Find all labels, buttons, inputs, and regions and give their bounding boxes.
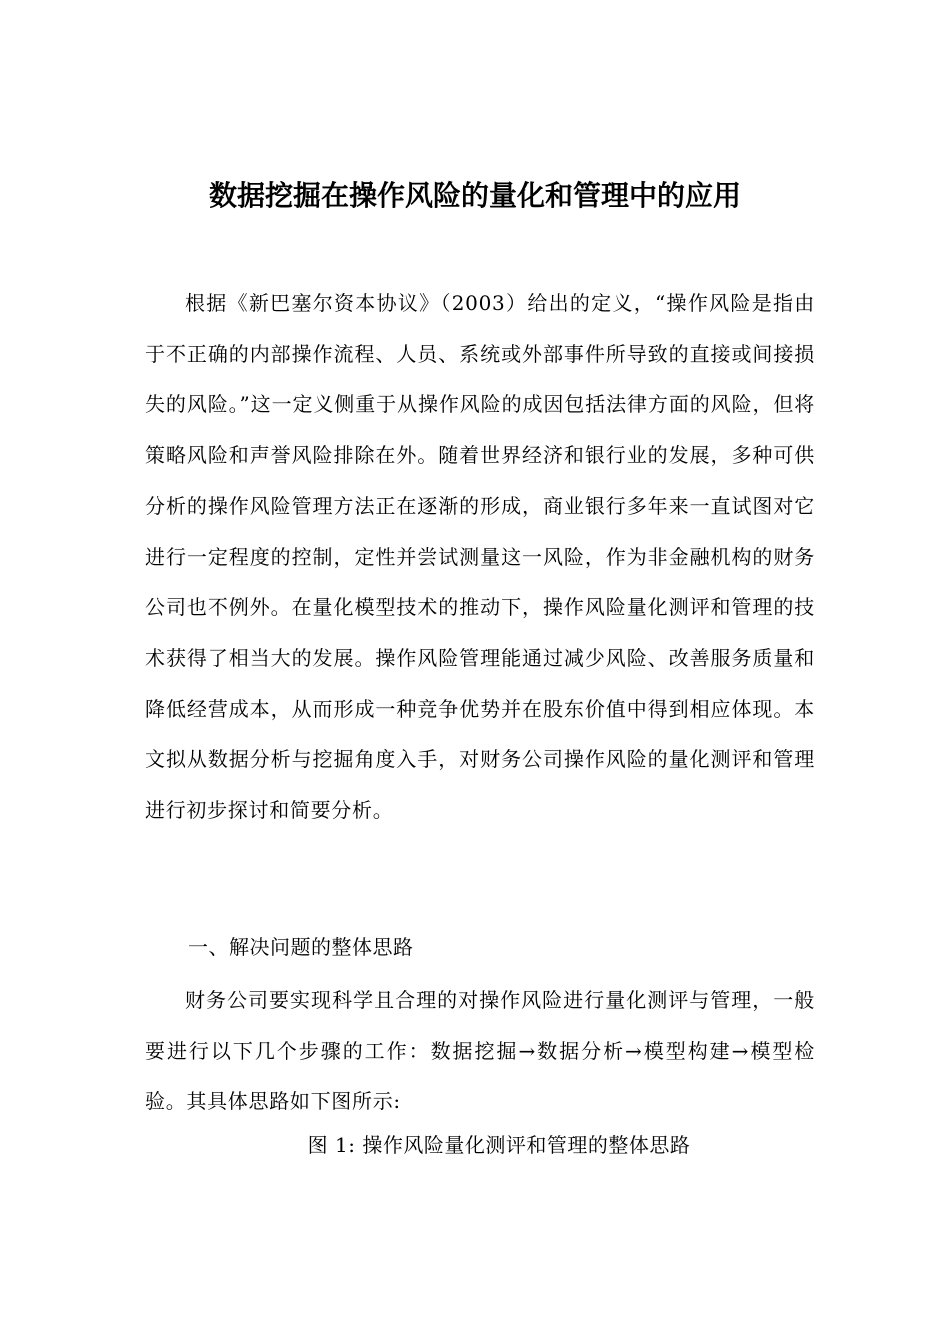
document-title: 数据挖掘在操作风险的量化和管理中的应用 (208, 179, 741, 212)
section-paragraph: 财务公司要实现科学且合理的对操作风险进行量化测评与管理，一般要进行以下几个步骤的工作：数据挖掘→数据分析→模型构建→模型检验。其具体思路如下图所示: (145, 988, 815, 1114)
section-heading: 一、解决问题的整体思路 (188, 935, 414, 959)
intro-paragraph: 根据《新巴塞尔资本协议》（2003）给出的定义，“操作风险是指由于不正确的内部操作流程、人员、系统或外部事件所导致的直接或间接损失的风险。”这一定义侧重于从操作风险的成因包括法律方面的风险，但将策略风险和声誉风险排除在外。随着世界经济和银行业的发展，多种可供分析的操作风险管理方法正在逐渐的形成，商业银行多年来一直试图对它进行一定程度的控制，定性并尝试测量这一风险，作为非金融机构的财务公司也不例外。在量化模型技术的推动下，操作风险量化测评和管理的技术获得了相当大的发展。操作风险管理能通过减少风险、改善服务质量和降低经营成本，从而形成一种竞争优势并在股东价值中得到相应体现。本文拟从数据分析与挖掘角度入手，对财务公司操作风险的量化测评和管理进行初步探讨和简要分析。 (145, 291, 815, 823)
figure-caption: 图 1: 操作风险量化测评和管理的整体思路 (307, 1133, 691, 1157)
